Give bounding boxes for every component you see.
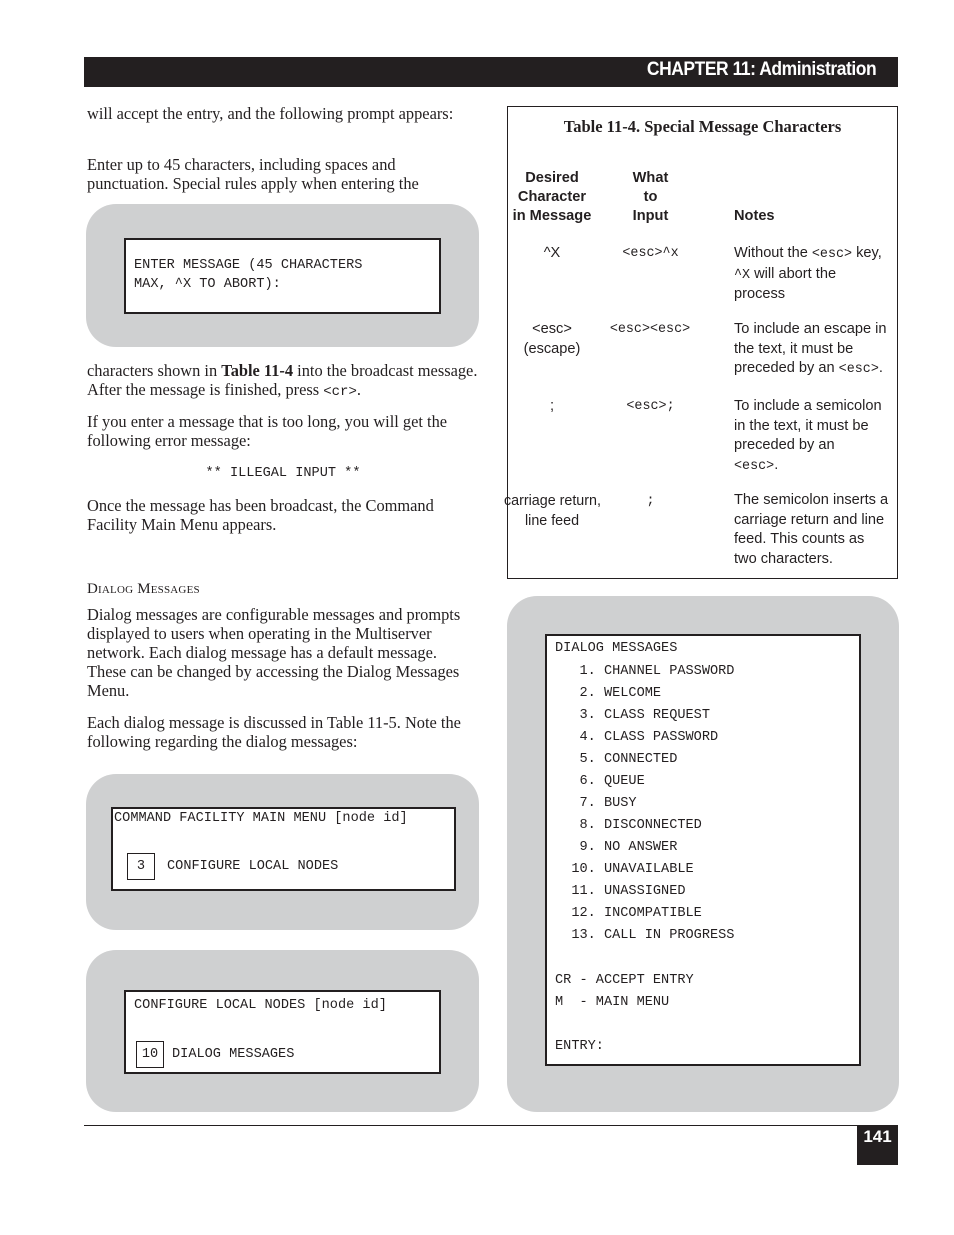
paragraph-accept-entry: will accept the entry, and the following prompt appears:: [87, 104, 454, 123]
paragraph-table-reference: Each dialog message is discussed in Table 11-5. Note the following regarding the dialog messages:: [87, 713, 461, 751]
menu-item: 4. CLASS PASSWORD: [555, 730, 719, 745]
menu-selection-box: 3: [127, 853, 155, 880]
page-number: 141: [863, 1127, 892, 1146]
dialog-messages-screen: [545, 634, 861, 1066]
menu-selection-box: 10: [136, 1041, 164, 1068]
table-cell-character: ^X: [543, 245, 561, 261]
paragraph-dialog-messages: Dialog messages are configurable messages and prompts displayed to users when operating in the Multiserver network. Each dialog message has a default message. These can be changed by accessing the Dialog Messages Menu.: [87, 605, 461, 700]
screen-line: ENTER MESSAGE (45 CHARACTERS: [134, 258, 363, 273]
table-cell-input: <esc>;: [626, 399, 675, 414]
screen-title: COMMAND FACILITY MAIN MENU [node id]: [114, 811, 408, 826]
menu-item: 9. NO ANSWER: [555, 840, 678, 855]
table-cell-character: ;: [549, 398, 555, 414]
table-cell-notes: To include an escape in the text, it must be preceded by an <esc>.: [734, 321, 887, 377]
menu-option: CONFIGURE LOCAL NODES: [167, 859, 339, 874]
table-cell-input: <esc><esc>: [609, 322, 691, 337]
table-cell-input: <esc>^x: [622, 246, 679, 261]
menu-item: 8. DISCONNECTED: [555, 818, 702, 833]
screen-title: CONFIGURE LOCAL NODES [node id]: [134, 998, 387, 1013]
section-heading: Dialog Messages: [87, 581, 200, 597]
accept-entry-option: CR - ACCEPT ENTRY: [555, 973, 694, 988]
configure-local-nodes-screen: [124, 990, 441, 1074]
table-cell-notes: To include a semicolon in the text, it must be preceded by an <esc>.: [734, 398, 882, 474]
column-header-notes: Notes: [734, 208, 775, 224]
chapter-header-bar: [84, 57, 898, 87]
paragraph-broadcast: Once the message has been broadcast, the Command Facility Main Menu appears.: [87, 496, 434, 534]
menu-item: 13. CALL IN PROGRESS: [555, 928, 735, 943]
chapter-title: CHAPTER 11: Administration: [646, 59, 876, 80]
table-cell-notes: Without the <esc> key, ^X will abort the process: [734, 245, 882, 302]
screen-title: DIALOG MESSAGES: [555, 641, 678, 656]
menu-item: 3. CLASS REQUEST: [555, 708, 710, 723]
column-header-what-to-input: What to Input: [632, 170, 669, 224]
menu-item: 1. CHANNEL PASSWORD: [555, 664, 735, 679]
menu-item: 5. CONNECTED: [555, 752, 678, 767]
column-header-desired-character: Desired Character in Message: [512, 170, 592, 224]
special-characters-table: [504, 106, 898, 579]
paragraph-too-long: If you enter a message that is too long, you will get the following error message:: [87, 412, 448, 450]
menu-item: 11. UNASSIGNED: [555, 884, 686, 899]
main-menu-option: M - MAIN MENU: [555, 995, 670, 1010]
screen-line: MAX, ^X TO ABORT):: [134, 277, 281, 292]
menu-item: 10. UNAVAILABLE: [555, 862, 694, 877]
menu-option: DIALOG MESSAGES: [172, 1047, 295, 1062]
table-cell-notes: The semicolon inserts a carriage return and line feed. This counts as two characters.: [734, 492, 889, 567]
paragraph-characters-shown: characters shown in Table 11-4 into the broadcast message. After the message is finished, press <cr>.: [87, 361, 478, 400]
menu-item: 7. BUSY: [555, 796, 637, 811]
command-facility-screen: [111, 807, 456, 891]
error-message: ** ILLEGAL INPUT **: [205, 466, 361, 481]
table-reference: Table 11-4: [221, 361, 294, 380]
enter-message-screen: [124, 238, 441, 314]
table-cell-input: ;: [646, 494, 655, 509]
table-cell-character: <esc> (escape): [523, 321, 581, 357]
table-cell-character: carriage return, line feed: [504, 493, 601, 529]
page-number-box: [857, 1125, 898, 1165]
menu-item: 2. WELCOME: [555, 686, 662, 701]
footer-rule: [84, 1125, 898, 1126]
entry-prompt: ENTRY:: [555, 1039, 604, 1054]
table-caption: Table 11-4. Special Message Characters: [563, 117, 842, 136]
paragraph-enter-up-to: Enter up to 45 characters, including spaces and punctuation. Special rules apply when entering the: [87, 155, 419, 193]
menu-item: 6. QUEUE: [555, 774, 645, 789]
cr-key: <cr>: [323, 384, 357, 400]
menu-item: 12. INCOMPATIBLE: [555, 906, 702, 921]
